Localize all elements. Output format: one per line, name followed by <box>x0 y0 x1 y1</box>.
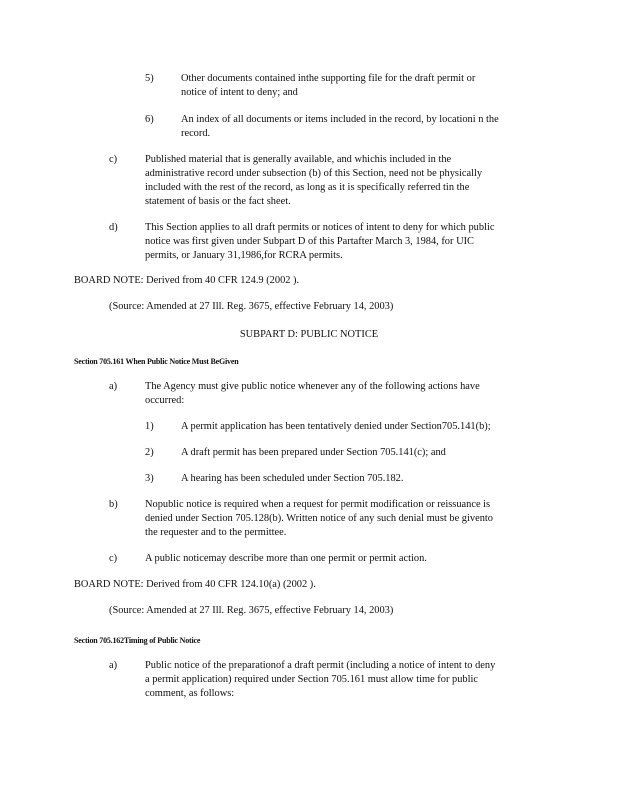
item-b-line-3: the requester and to the permittee. <box>145 527 287 538</box>
item-label-b: b) <box>109 499 118 510</box>
item-6-line-2: record. <box>181 128 211 139</box>
item-a-line-2: occurred: <box>145 395 185 406</box>
sub-item-3-text: A hearing has been scheduled under Section 705.182. <box>181 473 404 484</box>
item-d-line-2: notice was first given under Subpart D of this Partafter March 3, 1984, for UIC <box>145 236 474 247</box>
board-note-2: BOARD NOTE: Derived from 40 CFR 124.10(a) (2002 ). <box>74 579 316 590</box>
item-d-line-3: permits, or January 31,1986,for RCRA permits. <box>145 250 343 261</box>
sub-item-label-1: 1) <box>145 421 154 432</box>
item-label-d: d) <box>109 222 118 233</box>
item-5-line-2: notice of intent to deny; and <box>181 87 298 98</box>
item-label-a: a) <box>109 381 118 392</box>
item-label-6: 6) <box>145 114 154 125</box>
item-label-a2: a) <box>109 660 118 671</box>
item-5-line-1: Other documents contained inthe supporting file for the draft permit or <box>181 73 476 84</box>
item-c-text <box>145 153 482 209</box>
item-a-line-1: The Agency must give public notice whenever any of the following actions have <box>145 381 480 392</box>
subpart-heading: SUBPART D: PUBLIC NOTICE <box>239 329 379 340</box>
item-c-line-4: statement of basis or the fact sheet. <box>145 196 291 207</box>
item-label-c: c) <box>109 154 118 165</box>
item-b-text <box>145 498 493 540</box>
item-label-c2: c) <box>109 553 118 564</box>
item-6-line-1: An index of all documents or items included in the record, by locationi n the <box>181 114 499 125</box>
item-6-text <box>181 113 499 141</box>
item-a2-line-3: comment, as follows: <box>145 688 235 699</box>
item-c2-text: A public noticemay describe more than one permit or permit action. <box>145 553 427 564</box>
item-a2-line-2: a permit application) required under Section 705.161 must allow time for public <box>145 674 478 685</box>
source-note-1: (Source: Amended at 27 Ill. Reg. 3675, effective February 14, 2003) <box>109 301 394 312</box>
item-label-5: 5) <box>145 73 154 84</box>
item-5-text <box>181 72 475 100</box>
sub-item-1-text: A permit application has been tentatively denied under Section705.141(b); <box>181 421 491 432</box>
item-a-text <box>145 380 480 408</box>
item-b-line-1: Nopublic notice is required when a request for permit modification or reissuance is <box>145 499 491 510</box>
item-b-line-2: denied under Section 705.128(b). Written notice of any such denial must be givento <box>145 513 493 524</box>
source-note-2: (Source: Amended at 27 Ill. Reg. 3675, effective February 14, 2003) <box>109 605 394 616</box>
item-d-line-1: This Section applies to all draft permits or notices of intent to deny for which public <box>145 222 495 233</box>
item-a2-line-1: Public notice of the preparationof a draft permit (including a notice of intent to deny <box>145 660 496 671</box>
item-c-line-1: Published material that is generally available, and whichis included in the <box>145 154 452 165</box>
item-a2-text <box>145 659 495 701</box>
item-d-text <box>145 221 494 263</box>
sub-item-2-text: A draft permit has been prepared under Section 705.141(c); and <box>181 447 446 458</box>
section-705-162-heading: Section 705.162Timing of Public Notice <box>74 636 201 645</box>
board-note-1: BOARD NOTE: Derived from 40 CFR 124.9 (2002 ). <box>74 275 300 286</box>
section-705-161-heading: Section 705.161 When Public Notice Must BeGiven <box>74 357 239 366</box>
sub-item-label-3: 3) <box>145 473 154 484</box>
item-c-line-2: administrative record under subsection (b) of this Section, need not be physically <box>145 168 483 179</box>
sub-item-label-2: 2) <box>145 447 154 458</box>
item-c-line-3: included with the rest of the record, as long as it is specifically referred tin the <box>145 182 470 193</box>
